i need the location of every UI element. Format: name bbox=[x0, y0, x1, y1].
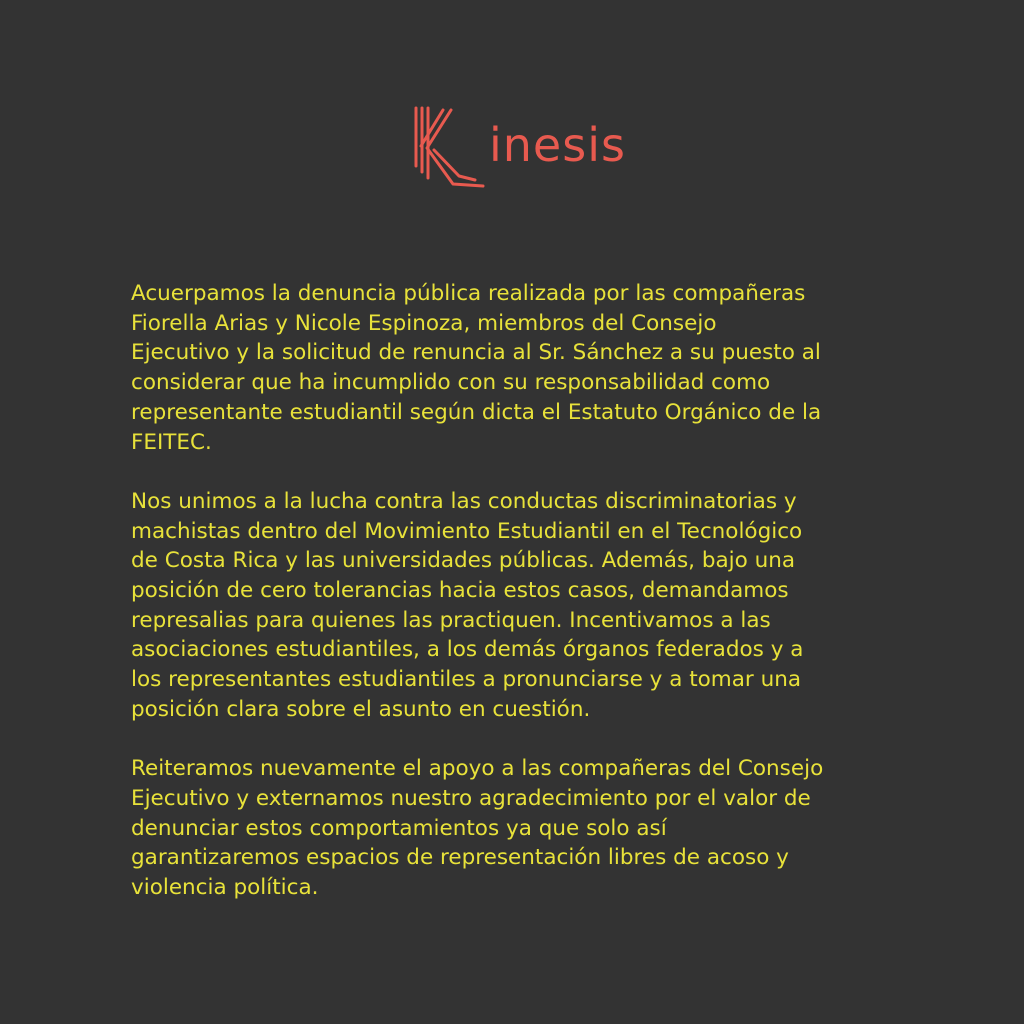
text-line: considerar que ha incumplido con su responsabilidad como bbox=[131, 370, 771, 396]
text-line: Ejecutivo y la solicitud de renuncia al Sr. Sánchez a su puesto al bbox=[131, 340, 821, 366]
text-line: Acuerpamos la denuncia pública realizada por las compañeras bbox=[131, 281, 806, 306]
statement-paragraph-1 bbox=[131, 279, 901, 457]
text-line: representante estudiantil según dicta el Estatuto Orgánico de la bbox=[131, 399, 822, 425]
text-line: de Costa Rica y las universidades públicas. Además, bajo una bbox=[131, 548, 796, 574]
statement-paragraph-3 bbox=[131, 754, 901, 903]
text-line: FEITEC. bbox=[131, 429, 212, 455]
text-line: garantizaremos espacios de representación libres de acoso y bbox=[131, 845, 789, 871]
text-line: posición de cero tolerancias hacia estos casos, demandamos bbox=[131, 578, 789, 604]
text-line: Ejecutivo y externamos nuestro agradecimiento por el valor de bbox=[131, 785, 811, 811]
kinesis-k-logo-mark bbox=[413, 104, 487, 190]
statement-body bbox=[131, 279, 901, 932]
text-line: asociaciones estudiantiles, a los demás órganos federados y a bbox=[131, 637, 804, 663]
logo-wordmark: inesis bbox=[489, 118, 626, 172]
text-line: machistas dentro del Movimiento Estudiantil en el Tecnológico bbox=[131, 518, 803, 544]
text-line: los representantes estudiantiles a pronunciarse y a tomar una bbox=[131, 667, 802, 693]
text-line: Nos unimos a la lucha contra las conductas discriminatorias y bbox=[131, 488, 797, 514]
text-line: Fiorella Arias y Nicole Espinoza, miembros del Consejo bbox=[131, 310, 717, 336]
text-line: violencia política. bbox=[131, 875, 319, 901]
text-line: posición clara sobre el asunto en cuestión. bbox=[131, 696, 591, 722]
text-line: denunciar estos comportamientos ya que solo así bbox=[131, 815, 667, 841]
kinesis-logo bbox=[413, 104, 626, 190]
text-line: Reiteramos nuevamente el apoyo a las compañeras del Consejo bbox=[131, 756, 824, 782]
statement-paragraph-2 bbox=[131, 487, 901, 725]
text-line: represalias para quienes las practiquen. Incentivamos a las bbox=[131, 607, 771, 633]
